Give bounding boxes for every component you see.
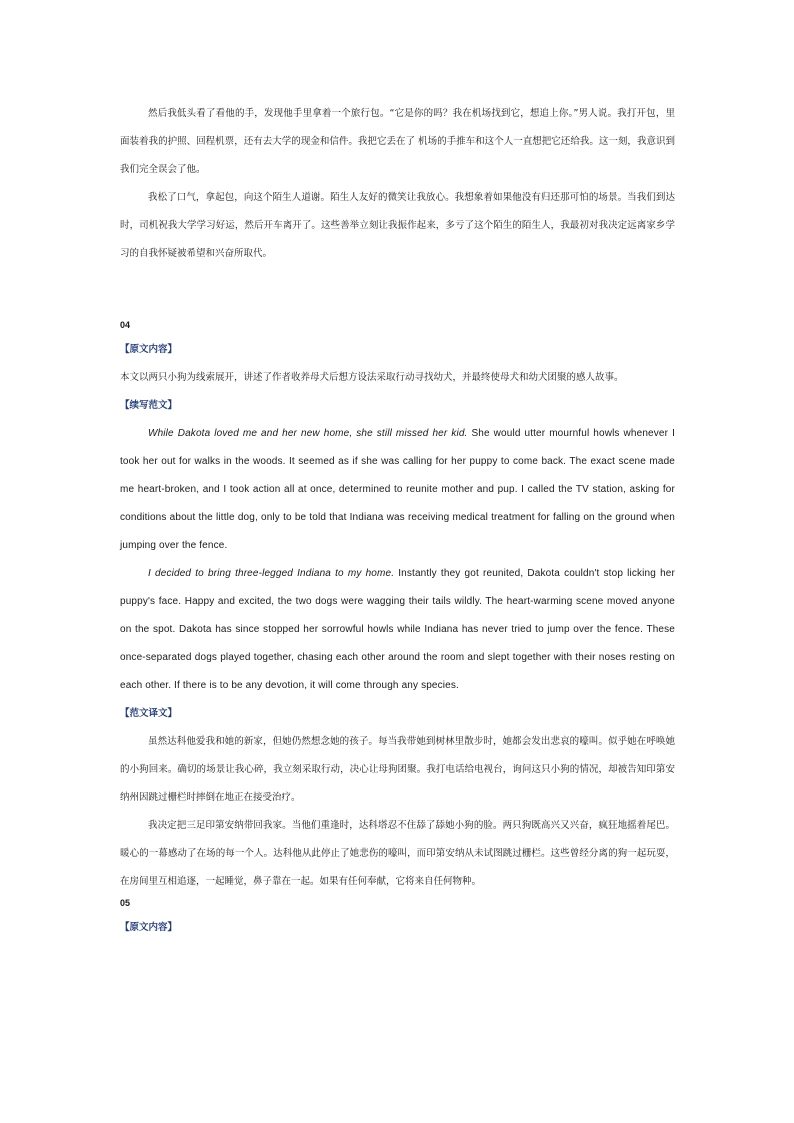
essay-paragraph-1-lead: While Dakota loved me and her new home, she still missed her kid.	[148, 428, 468, 439]
heading-essay-translation: 【范文译文】	[120, 708, 178, 719]
heading-original-content: 【原文内容】	[120, 344, 178, 355]
essay-paragraph-2-lead: I decided to bring three-legged Indiana to my home.	[148, 568, 395, 579]
section-number-05: 05	[120, 898, 131, 908]
summary-paragraph: 本文以两只小狗为线索展开，讲述了作者收养母犬后想方设法采取行动寻找幼犬，并最终使母犬和幼犬团聚的感人故事。	[120, 372, 624, 383]
document-page	[120, 100, 675, 942]
heading-model-essay: 【续写范文】	[120, 400, 178, 411]
translation-paragraph-1: 虽然达科他爱我和她的新家，但她仍然想念她的孩子。每当我带她到树林里散步时，她都会发出悲哀的嚎叫。似乎她在呼唤她的小狗回来。确切的场景让我心碎，我立刻采取行动，决心让母狗团聚。我打电话给电视台，询问这只小狗的情况，却被告知印第安纳州因跳过栅栏时摔倒在地正在接受治疗。	[120, 736, 675, 803]
essay-paragraph-1-body: She would utter mournful howls whenever I took her out for walks in the woods. It seemed as if she was calling for her puppy to come back. The exact scene made me heart-broken, and I took action all at once, determined to reunite mother and pup. I called the TV station, asking for conditions about the little dog, only to be told that Indiana was receiving medical treatment for falling on the ground when jumping over the fence.	[120, 428, 675, 551]
essay-paragraph-2	[120, 560, 675, 700]
essay-paragraph-1	[120, 420, 675, 560]
paragraph-story-end-1: 然后我低头看了看他的手，发现他手里拿着一个旅行包。“它是你的吗？我在机场找到它，想追上你。”男人说。我打开包，里面装着我的护照、回程机票，还有去大学的现金和信件。我把它丢在了 机场的手推车和这个人一直想把它还给我。这一刻，我意识到我们完全误会了他。	[120, 108, 675, 175]
translation-paragraph-2: 我决定把三足印第安纳带回我家。当他们重逢时，达科塔忍不住舔了舔她小狗的脸。两只狗既高兴又兴奋，疯狂地摇着尾巴。暖心的一幕感动了在场的每一个人。达科他从此停止了她悲伤的嚎叫，而印第安纳从未试图跳过栅栏。这些曾经分离的狗一起玩耍，在房间里互相追逐，一起睡觉，鼻子靠在一起。如果有任何奉献，它将来自任何物种。	[120, 820, 675, 887]
paragraph-story-end-2: 我松了口气，拿起包，向这个陌生人道谢。陌生人友好的微笑让我放心。我想象着如果他没有归还那可怕的场景。当我们到达时，司机祝我大学学习好运，然后开车离开了。这些善举立刻让我振作起来，多亏了这个陌生的陌生人，我最初对我决定远离家乡学习的自我怀疑被希望和兴奋所取代。	[120, 192, 675, 259]
section-number-04: 04	[120, 320, 131, 330]
heading-original-content-05: 【原文内容】	[120, 922, 178, 933]
essay-paragraph-2-body: Instantly they got reunited, Dakota couldn't stop licking her puppy's face. Happy and excited, the two dogs were wagging their tails wildly. The heart-warming scene moved anyone on the spot. Dakota has since stopped her sorrowful howls while Indiana has never tried to jump over the fence. These once-separated dogs played together, chasing each other around the room and slept together with their noses resting on each other. If there is to be any devotion, it will come through any species.	[120, 568, 675, 691]
